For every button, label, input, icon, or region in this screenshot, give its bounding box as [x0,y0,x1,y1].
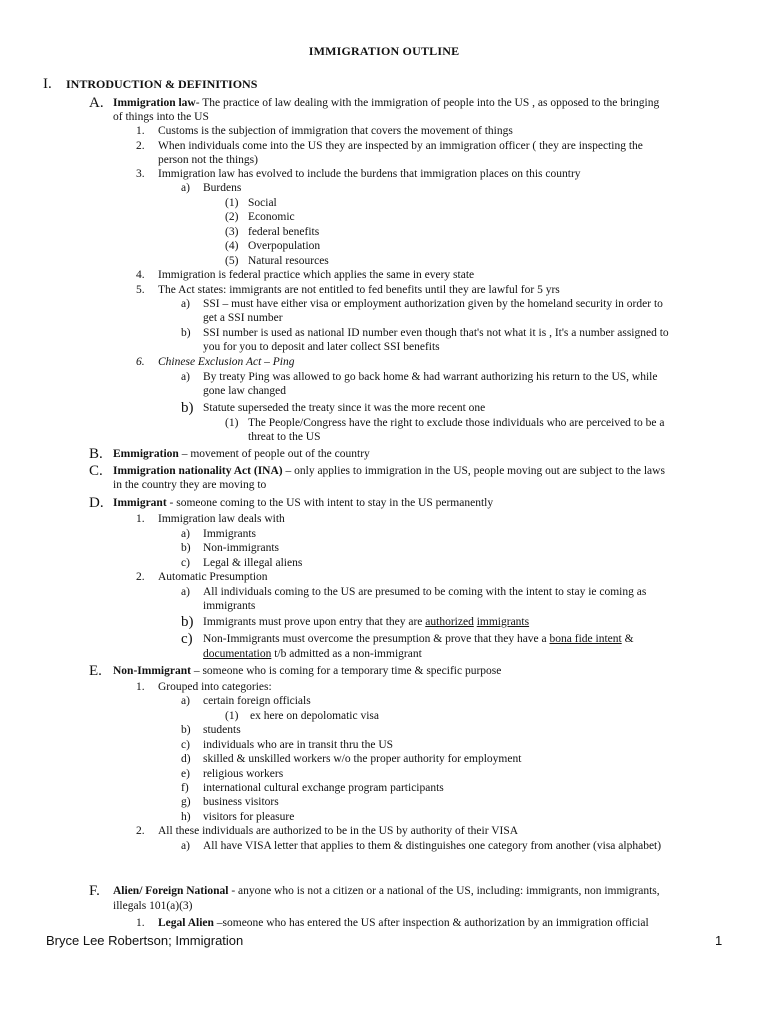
list-marker: b) [181,400,194,416]
subsection-marker: F. [89,883,100,899]
list-marker: (1) [225,710,239,722]
list-item: All individuals coming to the US are presumed to be coming with the intent to stay ie coming as [203,586,647,598]
list-item: Non-immigrants [203,542,280,554]
list-item: Legal & illegal aliens [203,557,303,569]
list-item: Immigration law deals with [158,513,285,525]
list-item: certain foreign officials [203,695,311,707]
list-item-continuation: immigrants [203,600,256,612]
list-marker: h) [181,811,191,823]
list-marker: 5. [136,284,145,296]
list-item: business visitors [203,796,279,808]
section-heading: INTRODUCTION & DEFINITIONS [66,77,258,91]
subsection-a-definition: Immigration law- The practice of law dealing with the immigration of people into the US , as opposed to the bringing [113,97,660,109]
list-item: Economic [248,211,295,223]
list-item-continuation: you for you to deposit and later collect SSI benefits [203,341,440,353]
list-item: federal benefits [248,226,320,238]
list-marker: d) [181,753,191,765]
list-item: SSI – must have either visa or employment authorization given by the homeland security in order to [203,298,663,310]
list-marker: (4) [225,240,239,252]
list-marker: e) [181,768,190,780]
definition-continuation: in the country they are moving to [113,479,267,491]
list-marker: b) [181,614,194,630]
definition-continuation: illegals 101(a)(3) [113,900,193,912]
list-item: Immigration law has evolved to include the burdens that immigration places on this country [158,168,581,180]
list-item: Legal Alien –someone who has entered the US after inspection & authorization by an immigration official [158,917,649,929]
list-item-continuation: documentation t/b admitted as a non-immigrant [203,648,422,660]
list-item: Immigrants must prove upon entry that they are authorized immigrants [203,616,530,628]
subsection-d-definition: Immigrant - someone coming to the US with intent to stay in the US permanently [113,497,494,509]
list-item: By treaty Ping was allowed to go back home & had warrant authorizing his return to the US, while [203,371,658,383]
list-marker: 4. [136,269,145,281]
list-item: religious workers [203,768,284,780]
list-item: ex here on depolomatic visa [250,710,380,722]
list-item: All have VISA letter that applies to them & distinguishes one category from another (visa alphabet) [203,840,662,852]
list-item: international cultural exchange program participants [203,782,444,794]
list-marker: 1. [136,681,145,693]
list-marker: a) [181,528,190,540]
list-marker: a) [181,371,190,383]
subsection-marker: E. [89,663,102,679]
list-marker: 2. [136,571,145,583]
section-marker: I. [43,76,52,92]
term: Immigration law [113,97,196,109]
list-marker: a) [181,695,190,707]
list-marker: c) [181,557,190,569]
list-item: The Act states: immigrants are not entitled to fed benefits until they are lawful for 5 yrs [158,284,560,296]
list-item: When individuals come into the US they are inspected by an immigration officer ( they are inspecting the [158,140,643,152]
list-marker: c) [181,631,193,647]
subsection-c-definition: Immigration nationality Act (INA) – only applies to immigration in the US, people moving out are subject to the laws [113,465,665,477]
term: Immigrant [113,497,167,509]
list-marker: (1) [225,417,239,429]
list-marker: (2) [225,211,239,223]
list-marker: 1. [136,917,145,929]
list-marker: a) [181,298,190,310]
subsection-marker: B. [89,446,103,462]
definition-continuation: of things into the US [113,111,209,123]
term: Non-Immigrant [113,665,191,677]
list-item: visitors for pleasure [203,811,295,823]
list-marker: a) [181,840,190,852]
list-marker: b) [181,724,191,736]
list-item: SSI number is used as national ID number even though that's not what it is , It's a number assigned to [203,327,669,339]
list-marker: g) [181,796,191,808]
list-item: Automatic Presumption [158,571,268,583]
list-item: students [203,724,241,736]
list-item: Chinese Exclusion Act – Ping [158,356,295,368]
list-item: Overpopulation [248,240,321,252]
subsection-marker: A. [89,95,104,111]
list-marker: (5) [225,255,239,267]
list-item: All these individuals are authorized to be in the US by authority of their VISA [158,825,519,837]
list-item: skilled & unskilled workers w/o the proper authority for employment [203,753,522,765]
list-item-continuation: threat to the US [248,431,321,443]
list-marker: a) [181,182,190,194]
list-marker: (3) [225,226,239,238]
subsection-e-definition: Non-Immigrant – someone who is coming for a temporary time & specific purpose [113,665,502,677]
list-marker: f) [181,782,189,794]
list-item: Burdens [203,182,242,194]
list-marker: 3. [136,168,145,180]
page-number: 1 [715,933,723,948]
list-marker: b) [181,542,191,554]
list-marker: (1) [225,197,239,209]
list-marker: b) [181,327,191,339]
list-marker: c) [181,739,190,751]
subsection-b-definition: Emmigration – movement of people out of the country [113,448,370,460]
list-item-continuation: gone law changed [203,385,287,397]
list-item: individuals who are in transit thru the US [203,739,394,751]
list-item: Natural resources [248,255,329,267]
list-item: Non-Immigrants must overcome the presumption & prove that they have a bona fide intent & [203,633,634,645]
term: Alien/ Foreign National [113,885,229,897]
list-item: Statute superseded the treaty since it was the more recent one [203,402,486,414]
page-title: IMMIGRATION OUTLINE [308,44,460,58]
list-marker: 1. [136,125,145,137]
list-marker: a) [181,586,190,598]
list-item: Grouped into categories: [158,681,272,693]
footer-author: Bryce Lee Robertson; Immigration [46,933,244,948]
list-item: Social [248,197,277,209]
list-marker: 1. [136,513,145,525]
list-marker: 2. [136,140,145,152]
list-marker: 6. [136,356,145,368]
subsection-marker: C. [89,463,103,479]
list-item-continuation: get a SSI number [203,312,283,324]
subsection-marker: D. [89,495,104,511]
term: Immigration nationality Act (INA) [113,465,283,477]
list-item: Immigrants [203,528,257,540]
term: Emmigration [113,448,179,460]
subsection-f-definition: Alien/ Foreign National - anyone who is not a citizen or a national of the US, including: immigrants, non immigrants, [113,885,660,897]
term: Legal Alien [158,917,214,929]
list-marker: 2. [136,825,145,837]
list-item-continuation: person not the things) [158,154,258,166]
list-item: Immigration is federal practice which applies the same in every state [158,269,475,281]
list-item: Customs is the subjection of immigration that covers the movement of things [158,125,513,137]
list-item: The People/Congress have the right to exclude those individuals who are perceived to be a [248,417,665,429]
